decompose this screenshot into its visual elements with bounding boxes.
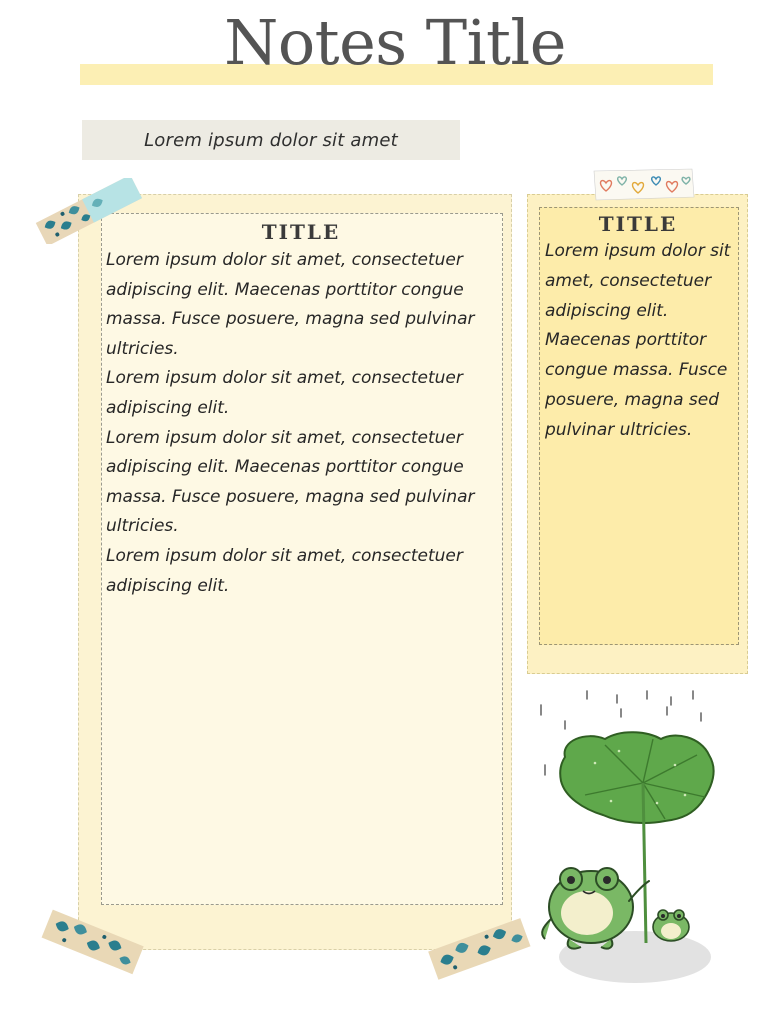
side-card-text: Lorem ipsum dolor sit amet, consectetuer adipiscing elit. Maecenas porttitor congue massa. Fusce posuere, magna sed pulvinar ultricies. — [545, 241, 731, 440]
page-title: Notes Title — [224, 6, 566, 79]
side-card-title: TITLE — [598, 212, 678, 236]
subtitle-text: Lorem ipsum dolor sit amet — [144, 129, 398, 151]
main-paragraph: Lorem ipsum dolor sit amet, consectetuer adipiscing elit. — [106, 545, 463, 596]
main-paragraph: Lorem ipsum dolor sit amet, consectetuer adipiscing elit. — [106, 368, 463, 418]
leaf-pattern-tape-icon — [28, 178, 148, 244]
leaf-pattern-tape-icon — [40, 905, 146, 977]
main-card-text — [106, 246, 496, 601]
subtitle-box — [82, 120, 460, 160]
heart-pattern-tape-icon — [592, 167, 696, 203]
main-card-title: TITLE — [261, 220, 341, 244]
main-paragraph: Lorem ipsum dolor sit amet, consectetuer adipiscing elit. Maecenas porttitor congue massa. Fusce posuere, magna sed pulvinar ultricies. — [106, 427, 475, 537]
main-paragraph: Lorem ipsum dolor sit amet, consectetuer adipiscing elit. Maecenas porttitor congue massa. Fusce posuere, magna sed pulvinar ultricies. — [106, 250, 475, 359]
leaf-pattern-tape-icon — [426, 912, 532, 984]
frog-umbrella-illustration — [525, 685, 748, 985]
